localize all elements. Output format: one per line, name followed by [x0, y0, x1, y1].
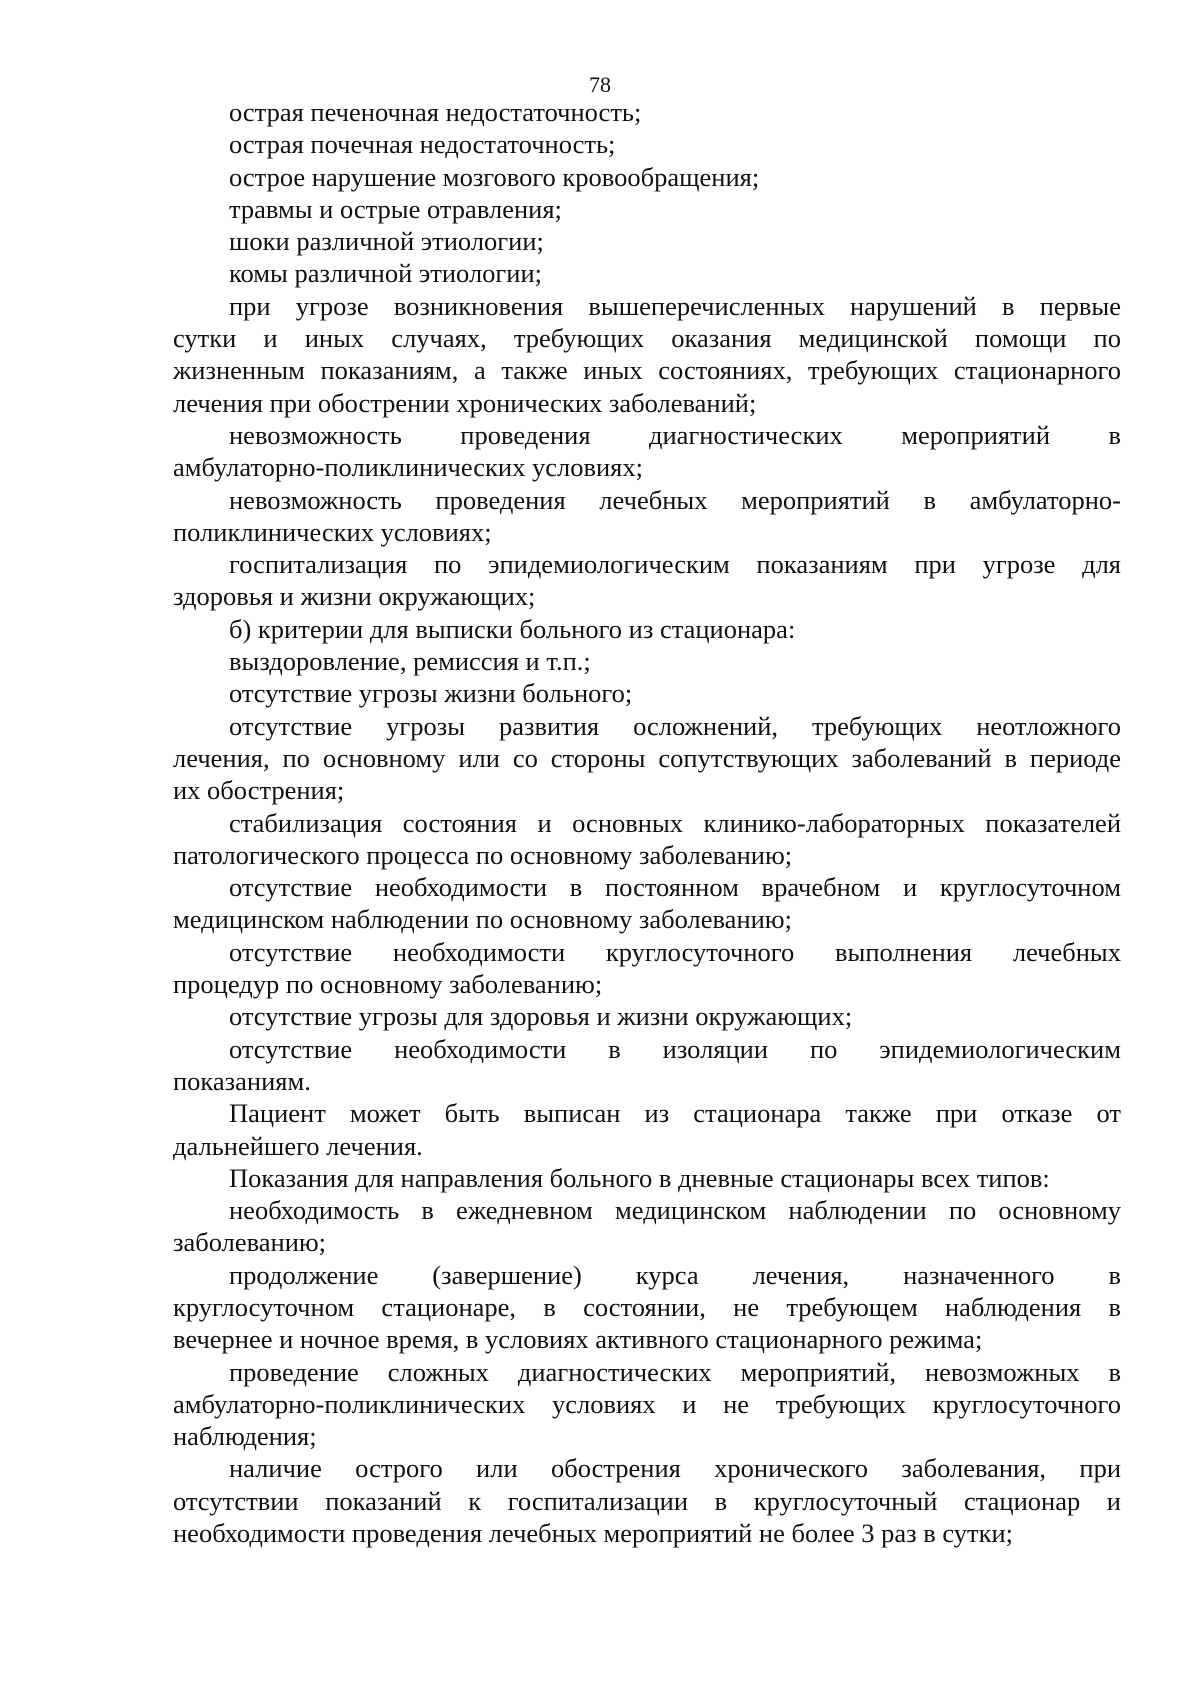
paragraph: [173, 807, 1121, 872]
paragraph: [173, 1259, 1121, 1356]
text-line: наблюдения;: [173, 1421, 317, 1452]
text-line: продолжение (завершение) курса лечения, назначенного в: [229, 1259, 1121, 1290]
text-line: острая почечная недостаточность;: [229, 129, 616, 160]
page-number: 78: [589, 72, 611, 97]
text-line: необходимости проведения лечебных мероприятий не более 3 раз в сутки;: [173, 1518, 1014, 1549]
text-line: невозможность проведения диагностических мероприятий в: [229, 419, 1121, 450]
text-line: их обострения;: [173, 775, 345, 806]
paragraph: [173, 1097, 1121, 1162]
text-line: отсутствие необходимости круглосуточного выполнения лечебных: [229, 936, 1121, 967]
text-line: отсутствие угрозы жизни больного;: [229, 678, 633, 709]
paragraph: [173, 161, 1121, 193]
text-line: отсутствие необходимости в изоляции по эпидемиологическим: [229, 1033, 1121, 1064]
paragraph: [173, 1162, 1121, 1194]
paragraph: [173, 871, 1121, 936]
text-line: необходимость в ежедневном медицинском наблюдении по основному: [229, 1195, 1121, 1226]
text-line: дальнейшего лечения.: [173, 1130, 423, 1161]
text-line: процедур по основному заболеванию;: [173, 969, 603, 1000]
text-line: патологического процесса по основному заболеванию;: [173, 839, 793, 870]
paragraph: [173, 193, 1121, 225]
text-line: острая печеночная недостаточность;: [229, 97, 642, 127]
text-line: Пациент может быть выписан из стационара также при отказе от: [229, 1098, 1121, 1129]
text-line: невозможность проведения лечебных мероприятий в амбулаторно-: [229, 484, 1121, 515]
text-line: лечения при обострении хронических заболеваний;: [173, 387, 757, 418]
paragraph: [173, 613, 1121, 645]
paragraph: [173, 1452, 1121, 1549]
text-line: шоки различной этиологии;: [229, 226, 544, 257]
paragraph: [173, 1000, 1121, 1032]
paragraph: [173, 419, 1121, 484]
text-line: острое нарушение мозгового кровообращения;: [229, 161, 760, 192]
text-line: проведение сложных диагностических мероприятий, невозможных в: [229, 1356, 1121, 1387]
text-line: показаниям.: [173, 1065, 311, 1096]
text-line: жизненным показаниям, а также иных состояниях, требующих стационарного: [173, 355, 1121, 386]
text-line: амбулаторно-поликлинических условиях;: [173, 452, 643, 483]
text-line: Показания для направления больного в дневные стационары всех типов:: [229, 1162, 1050, 1193]
text-line: поликлинических условиях;: [173, 516, 492, 547]
text-line: выздоровление, ремиссия и т.п.;: [229, 646, 591, 677]
text-line: отсутствие угрозы для здоровья и жизни окружающих;: [229, 1001, 853, 1032]
text-line: отсутствии показаний к госпитализации в круглосуточный стационар и: [173, 1485, 1121, 1516]
paragraph: [173, 290, 1121, 419]
document-body: [173, 96, 1121, 1549]
paragraph: [173, 645, 1121, 677]
text-line: б) критерии для выписки больного из стационара:: [229, 613, 796, 644]
text-line: здоровья и жизни окружающих;: [173, 581, 536, 612]
paragraph: [173, 1033, 1121, 1098]
text-line: круглосуточном стационаре, в состоянии, не требующем наблюдения в: [173, 1291, 1121, 1322]
paragraph: [173, 484, 1121, 549]
text-line: травмы и острые отравления;: [229, 193, 562, 224]
text-line: сутки и иных случаях, требующих оказания медицинской помощи по: [173, 323, 1121, 354]
text-line: наличие острого или обострения хронического заболевания, при: [229, 1453, 1121, 1484]
text-line: комы различной этиологии;: [229, 258, 543, 289]
paragraph: [173, 548, 1121, 613]
paragraph: [173, 257, 1121, 289]
text-line: стабилизация состояния и основных клинико-лабораторных показателей: [229, 807, 1121, 838]
text-line: медицинском наблюдении по основному заболеванию;: [173, 904, 792, 935]
text-line: отсутствие угрозы развития осложнений, требующих неотложного: [229, 710, 1121, 741]
text-line: госпитализация по эпидемиологическим показаниям при угрозе для: [229, 549, 1121, 580]
paragraph: [173, 225, 1121, 257]
paragraph: [173, 1356, 1121, 1453]
text-line: заболеванию;: [173, 1227, 327, 1258]
text-line: вечернее и ночное время, в условиях активного стационарного режима;: [173, 1324, 983, 1355]
text-line: лечения, по основному или со стороны сопутствующих заболеваний в периоде: [173, 742, 1121, 773]
paragraph: [173, 96, 1121, 128]
paragraph: [173, 677, 1121, 709]
text-line: амбулаторно-поликлинических условиях и не требующих круглосуточного: [173, 1388, 1121, 1419]
paragraph: [173, 936, 1121, 1001]
paragraph: [173, 1194, 1121, 1259]
paragraph: [173, 710, 1121, 807]
text-line: при угрозе возникновения вышеперечисленных нарушений в первые: [229, 290, 1121, 321]
paragraph: [173, 128, 1121, 160]
text-line: отсутствие необходимости в постоянном врачебном и круглосуточном: [229, 872, 1121, 903]
